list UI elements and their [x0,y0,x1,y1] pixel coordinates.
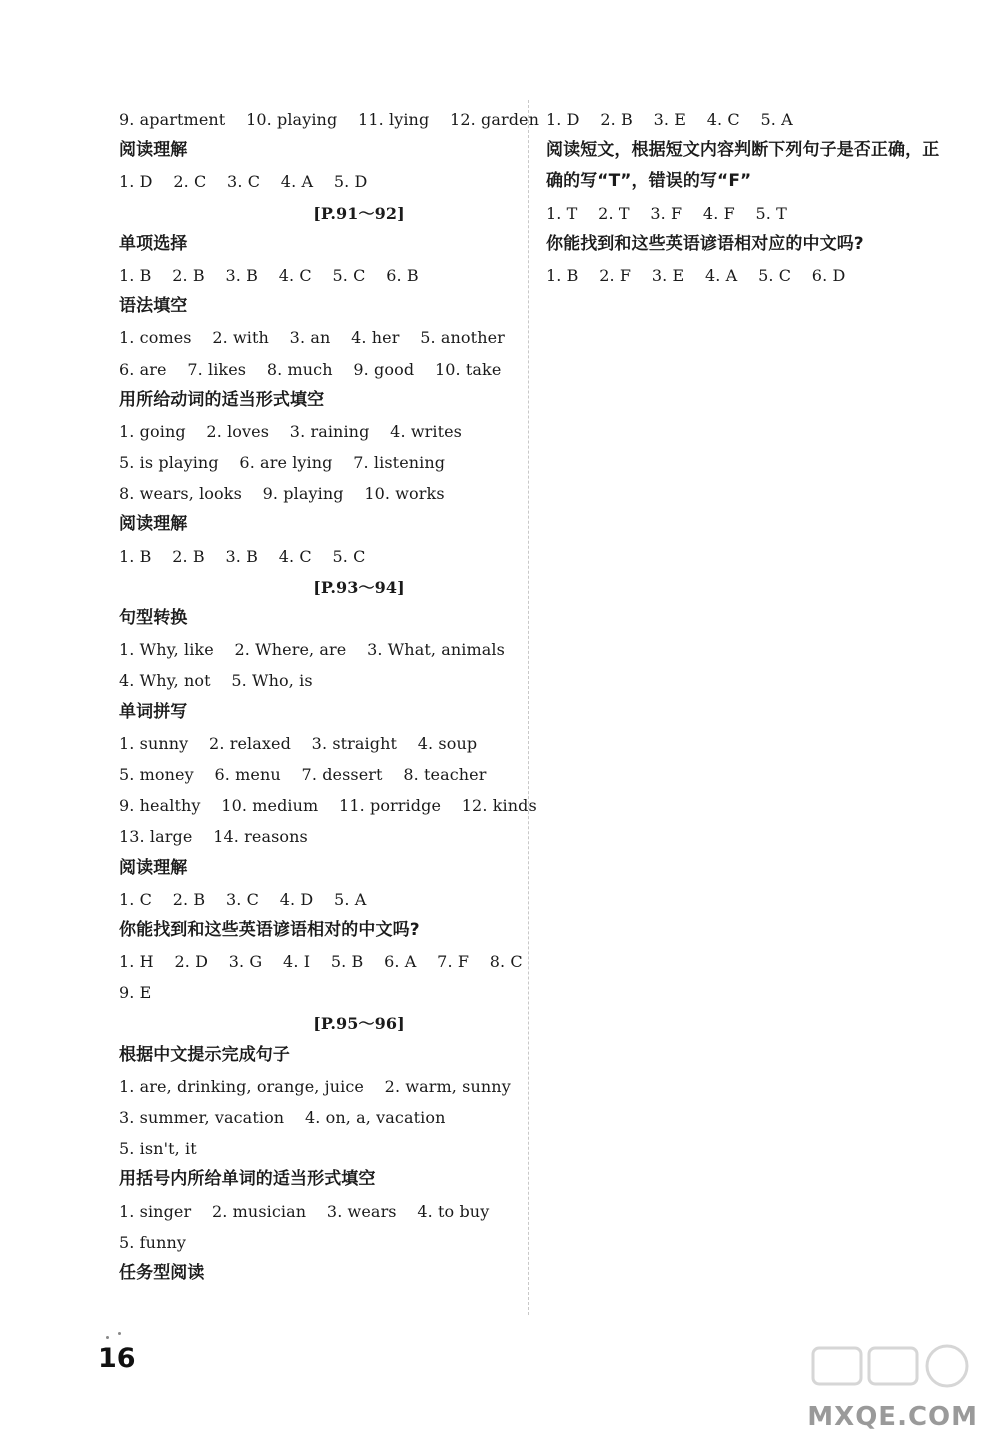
section-heading: 你能找到和这些英语谚语相对应的中文吗? [546,233,864,254]
answer-line: 1. B 2. F 3. E 4. A 5. C 6. D [546,265,846,285]
section-heading: 用所给动词的适当形式填空 [119,389,325,410]
section-heading: 语法填空 [119,296,188,317]
decor-dot [106,1336,109,1339]
answer-line: 1. D 2. B 3. E 4. C 5. A [546,110,793,129]
answer-line: 1. T 2. T 3. F 4. F 5. T [546,203,787,223]
left-column [119,104,540,1289]
section-heading: 单词拼写 [119,701,188,722]
answer-line: 5. isn't, it [119,1139,197,1159]
answer-line: 1. H 2. D 3. G 4. I 5. B 6. A 7. F 8. C [119,952,523,972]
page-number: 16 [98,1343,136,1374]
answer-line: 9. E [119,983,152,1003]
right-column [546,104,946,291]
answer-line: 1. B 2. B 3. B 4. C 5. C [119,546,366,566]
answer-line: 1. D 2. C 3. C 4. A 5. D [119,172,368,192]
section-heading: 你能找到和这些英语谚语相对的中文吗? [119,919,420,940]
watermark-text: MXQE.COM [807,1402,978,1432]
answer-line: 8. wears, looks 9. playing 10. works [119,484,445,504]
section-heading: 任务型阅读 [119,1262,205,1283]
answer-line: 9. healthy 10. medium 11. porridge 12. kinds [119,796,537,816]
answer-line: 1. C 2. B 3. C 4. D 5. A [119,889,367,909]
answer-line: 1. singer 2. musician 3. wears 4. to buy [119,1201,490,1221]
column-divider [528,100,529,1315]
answer-line: 1. going 2. loves 3. raining 4. writes [119,421,462,441]
section-heading: 阅读理解 [119,514,188,535]
answer-line: 1. comes 2. with 3. an 4. her 5. another [119,328,505,348]
answer-line: 5. funny [119,1232,187,1252]
answer-line: 3. summer, vacation 4. on, a, vacation [119,1108,446,1127]
answer-line: 1. sunny 2. relaxed 3. straight 4. soup [119,733,478,753]
answer-line: 5. money 6. menu 7. dessert 8. teacher [119,764,487,784]
section-heading: 阅读短文，根据短文内容判断下列句子是否正确，正确的写“T”，错误的写“F” [546,140,940,192]
answer-line: 4. Why, not 5. Who, is [119,671,313,691]
answer-line: 6. are 7. likes 8. much 9. good 10. take [119,359,502,379]
answer-line: 9. apartment 10. playing 11. lying 12. garden [119,110,540,129]
page-range-label: [P.91～92] [313,203,405,223]
section-heading: 句型转换 [119,608,188,628]
answer-line: 1. are, drinking, orange, juice 2. warm, sunny [119,1076,511,1096]
section-heading: 阅读理解 [119,857,188,878]
page-range-label: [P.93～94] [313,577,405,597]
section-heading: 根据中文提示完成句子 [119,1044,290,1065]
section-heading: 用括号内所给单词的适当形式填空 [119,1169,376,1190]
decor-dot [118,1332,121,1335]
answer-line: 13. large 14. reasons [119,827,308,847]
section-heading: 阅读理解 [119,140,188,161]
answer-line: 1. B 2. B 3. B 4. C 5. C 6. B [119,265,419,285]
answer-line: 1. Why, like 2. Where, are 3. What, animals [119,640,505,660]
section-heading: 单项选择 [119,233,188,254]
page-range-label: [P.95～96] [313,1014,405,1034]
answer-line: 5. is playing 6. are lying 7. listening [119,453,446,473]
